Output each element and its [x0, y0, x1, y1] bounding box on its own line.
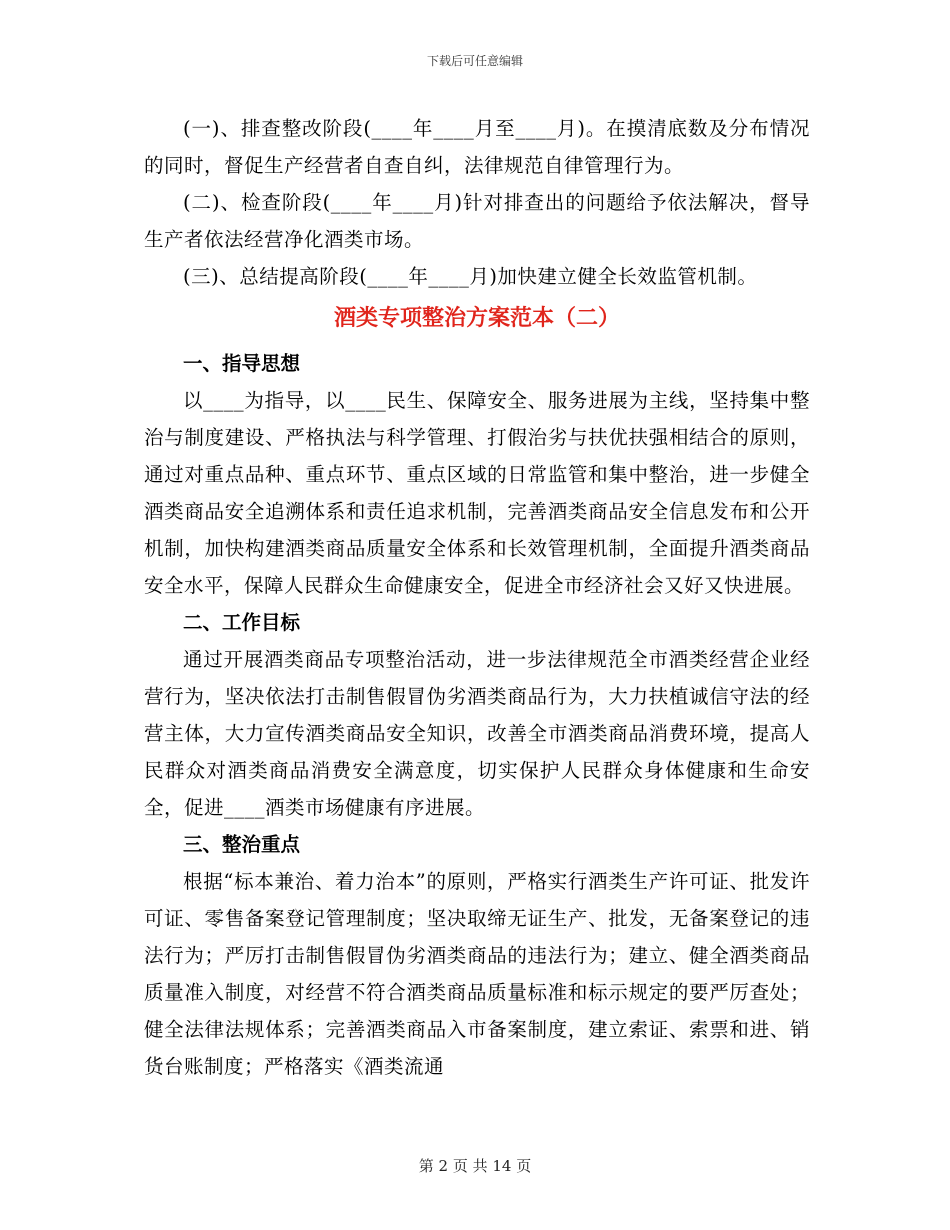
- paragraph-stage-2: (二)、检查阶段(____年____月)针对排查出的问题给予依法解决，督导生产者依法经营净化酒类市场。: [144, 191, 810, 251]
- section-body-key-points: 根据“标本兼治、着力治本”的原则，严格实行酒类生产许可证、批发许可证、零售备案登记管理制度；坚决取缔无证生产、批发，无备案登记的违法行为；严厉打击制售假冒伪劣酒类商品的违法行为；建立、健全酒类商品质量准入制度，对经营不符合酒类商品质量标准和标示规定的要严厉查处；健全法律法规体系；完善酒类商品入市备案制度，建立索证、索票和进、销货台账制度；严格落实《酒类流通: [144, 870, 810, 1078]
- document-body: [144, 110, 810, 1085]
- paragraph-stage-1: (一)、排查整改阶段(____年____月至____月)。在摸清底数及分布情况的同时，督促生产经营者自查自纠，法律规范自律管理行为。: [144, 117, 810, 177]
- section-body-work-goals: 通过开展酒类商品专项整治活动，进一步法律规范全市酒类经营企业经营行为，坚决依法打击制售假冒伪劣酒类商品行为，大力扶植诚信守法的经营主体，大力宣传酒类商品安全知识，改善全市酒类商品消费环境，提高人民群众对酒类商品消费安全满意度，切实保护人民群众身体健康和生命安全，促进____酒类市场健康有序进展。: [144, 648, 810, 819]
- section-heading-work-goals: 二、工作目标: [183, 611, 301, 634]
- paragraph-stage-3: (三)、总结提高阶段(____年____月)加快建立健全长效监管机制。: [183, 265, 758, 288]
- section-body-guiding-ideology: 以____为指导，以____民生、保障安全、服务进展为主线，坚持集中整治与制度建设、严格执法与科学管理、打假治劣与扶优扶强相结合的原则，通过对重点品种、重点环节、重点区域的日常监管和集中整治，进一步健全酒类商品安全追溯体系和责任追求机制，完善酒类商品安全信息发布和公开机制，加快构建酒类商品质量安全体系和长效管理机制，全面提升酒类商品安全水平，保障人民群众生命健康安全，促进全市经济社会又好又快进展。: [144, 389, 810, 597]
- page-footer: 第 2 页 共 14 页: [418, 1157, 532, 1175]
- section-heading-guiding-ideology: 一、指导思想: [183, 352, 301, 375]
- section-heading-key-points: 三、整治重点: [183, 833, 301, 856]
- document-title: 酒类专项整治方案范本（二）: [333, 306, 620, 331]
- page-header: 下载后可任意编辑: [426, 54, 523, 68]
